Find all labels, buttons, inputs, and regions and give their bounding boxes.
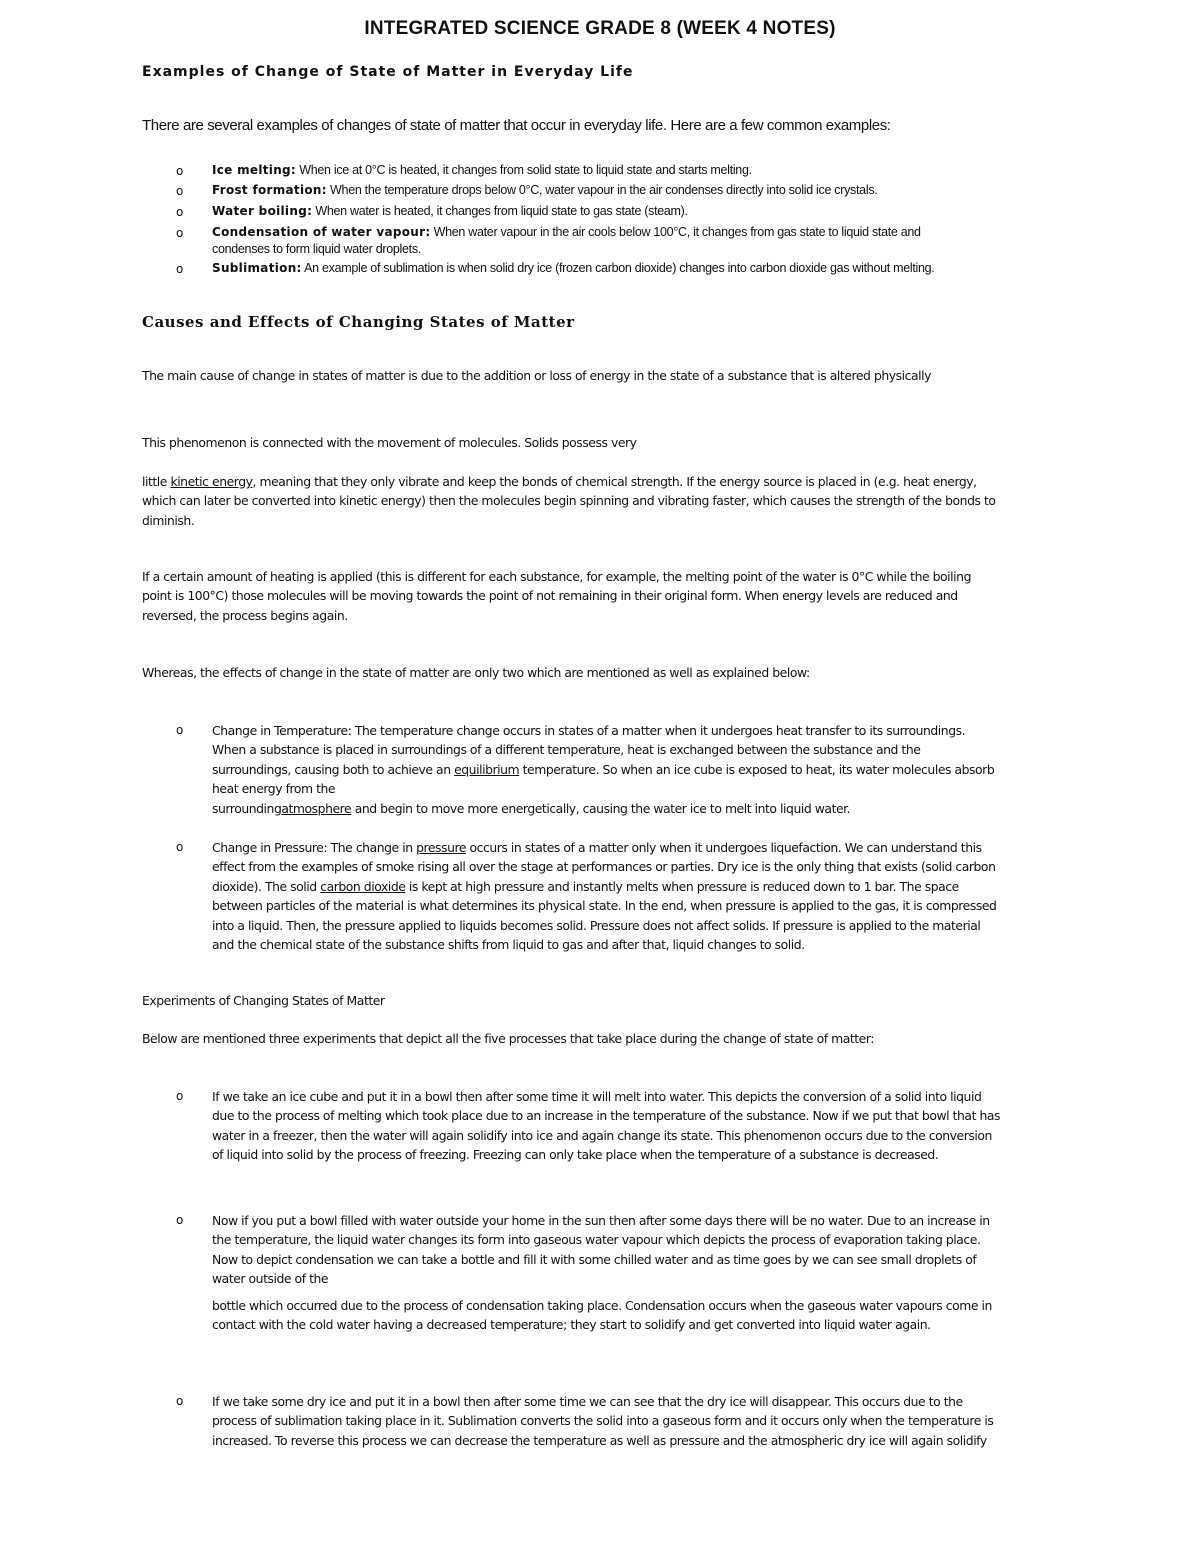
bullet-icon: o bbox=[176, 1394, 184, 1408]
experiment-item-continued: bottle which occurred due to the process of condensation taking place. Condensation occurs when the gaseous water vapours come in contact with the cold water having a decreased temperature; they start to solidify and get converted into liquid water again. bbox=[212, 1298, 992, 1333]
paragraph-heating: If a certain amount of heating is applied (this is different for each substance, for example, the melting point of the water is 0°C while the boiling point is 100°C) those molecules will be moving towards the point of not remaining in their original form. When energy levels are reduced and reversed, the process begins again. bbox=[142, 569, 971, 623]
equilibrium-link[interactable]: equilibrium bbox=[454, 761, 520, 777]
effect-temperature: Change in Temperature: The temperature change occurs in states of a matter when it undergoes heat transfer to its surroundings. When a substance is placed in surroundings of a different temperature, heat is exchanged between the substance and the surroundings, causing both to achieve an equilibrium temperature. So when an ice cube is exposed to heat, its water molecules absorb heat energy from the surroundingatmosphere and begin to move more energetically, causing the water ice to melt into liquid water. bbox=[212, 723, 995, 816]
experiment-item: Now if you put a bowl filled with water outside your home in the sun then after some days there will be no water. Due to an increase in the temperature, the liquid water changes its form into gaseous water vapour which depicts the process of evaporation taking place. Now to depict condensation we can take a bottle and fill it with some chilled water and as time goes by we can see small droplets of water outside of the bbox=[212, 1213, 990, 1287]
section-heading-causes: Causes and Effects of Changing States of Matter bbox=[142, 313, 575, 331]
bullet-icon: o bbox=[176, 184, 184, 198]
list-item: Condensation of water vapour: When water vapour in the air cools below 100°C, it changes from gas state to liquid state and condenses to form liquid water droplets. bbox=[212, 225, 921, 256]
bullet-icon: o bbox=[176, 723, 184, 737]
list-item: Frost formation: When the temperature drops below 0°C, water vapour in the air condenses directly into solid ice crystals. bbox=[212, 183, 878, 197]
bullet-icon: o bbox=[176, 262, 184, 276]
section-heading-experiments: Experiments of Changing States of Matter bbox=[142, 993, 385, 1008]
atmosphere-link[interactable]: atmosphere bbox=[281, 800, 352, 816]
effect-pressure: Change in Pressure: The change in pressure occurs in states of a matter only when it undergoes liquefaction. We can understand this effect from the examples of smoke rising all over the stage at performances or parties. Dry ice is the only thing that exists (solid carbon dioxide). The solid carbon dioxide is kept at high pressure and instantly melts when pressure is reduced down to 1 bar. The space between particles of the material is what determines its physical state. In the end, when pressure is applied to the gas, it is compressed into a liquid. Then, the pressure applied to liquids becomes solid. Pressure does not affect solids. If pressure is applied to the material and the chemical state of the substance shifts from liquid to gas and after that, liquid changes to solid. bbox=[212, 840, 997, 953]
bullet-icon: o bbox=[176, 226, 184, 240]
list-item: Water boiling: When water is heated, it changes from liquid state to gas state (steam). bbox=[212, 204, 688, 218]
experiment-item: If we take some dry ice and put it in a bowl then after some time we can see that the dry ice will disappear. This occurs due to the process of sublimation taking place in it. Sublimation converts the solid into a gaseous form and it occurs only when the temperature is increased. To reverse this process we can decrease the temperature as well as pressure and the atmospheric dry ice will again solidify bbox=[212, 1394, 994, 1448]
section-heading-examples: Examples of Change of State of Matter in Everyday Life bbox=[142, 64, 634, 80]
paragraph-effects-intro: Whereas, the effects of change in the state of matter are only two which are mentioned as well as explained below: bbox=[142, 665, 810, 680]
bullet-icon: o bbox=[176, 1089, 184, 1103]
kinetic-energy-link[interactable]: kinetic energy bbox=[170, 474, 253, 489]
experiment-item: If we take an ice cube and put it in a bowl then after some time it will melt into water. This depicts the conversion of a solid into liquid due to the process of melting which took place due to an increase in the temperature of the substance. Now if we put that bowl that has water in a freezer, then the water will again solidify into ice and again change its state. This phenomenon occurs due to the conversion of liquid into solid by the process of freezing. Freezing can only take place when the temperature of a substance is decreased. bbox=[212, 1089, 1001, 1163]
paragraph-kinetic-energy: little kinetic energy, meaning that they only vibrate and keep the bonds of chemical strength. If the energy source is placed in (e.g. heat energy, which can later be converted into kinetic energy) then the molecules begin spinning and vibrating faster, which causes the strength of the bonds to diminish. bbox=[142, 474, 996, 528]
bullet-icon: o bbox=[176, 164, 184, 178]
paragraph-main-cause: The main cause of change in states of matter is due to the addition or loss of energy in the state of a substance that is altered physically bbox=[142, 368, 932, 383]
paragraph-molecules: This phenomenon is connected with the movement of molecules. Solids possess very bbox=[142, 435, 637, 450]
list-item: Sublimation: An example of sublimation is when solid dry ice (frozen carbon dioxide) changes into carbon dioxide gas without melting. bbox=[212, 261, 935, 275]
section-intro-examples: There are several examples of changes of state of matter that occur in everyday life. Here are a few common examples: bbox=[142, 117, 891, 134]
section-intro-experiments: Below are mentioned three experiments that depict all the five processes that take place during the change of state of matter: bbox=[142, 1031, 874, 1046]
page-title: INTEGRATED SCIENCE GRADE 8 (WEEK 4 NOTES) bbox=[364, 18, 836, 39]
bullet-icon: o bbox=[176, 205, 184, 219]
bullet-icon: o bbox=[176, 1213, 184, 1227]
carbon-dioxide-link[interactable]: carbon dioxide bbox=[320, 878, 406, 894]
bullet-icon: o bbox=[176, 840, 184, 854]
pressure-link[interactable]: pressure bbox=[416, 840, 467, 855]
list-item: Ice melting: When ice at 0°C is heated, it changes from solid state to liquid state and starts melting. bbox=[212, 163, 752, 177]
